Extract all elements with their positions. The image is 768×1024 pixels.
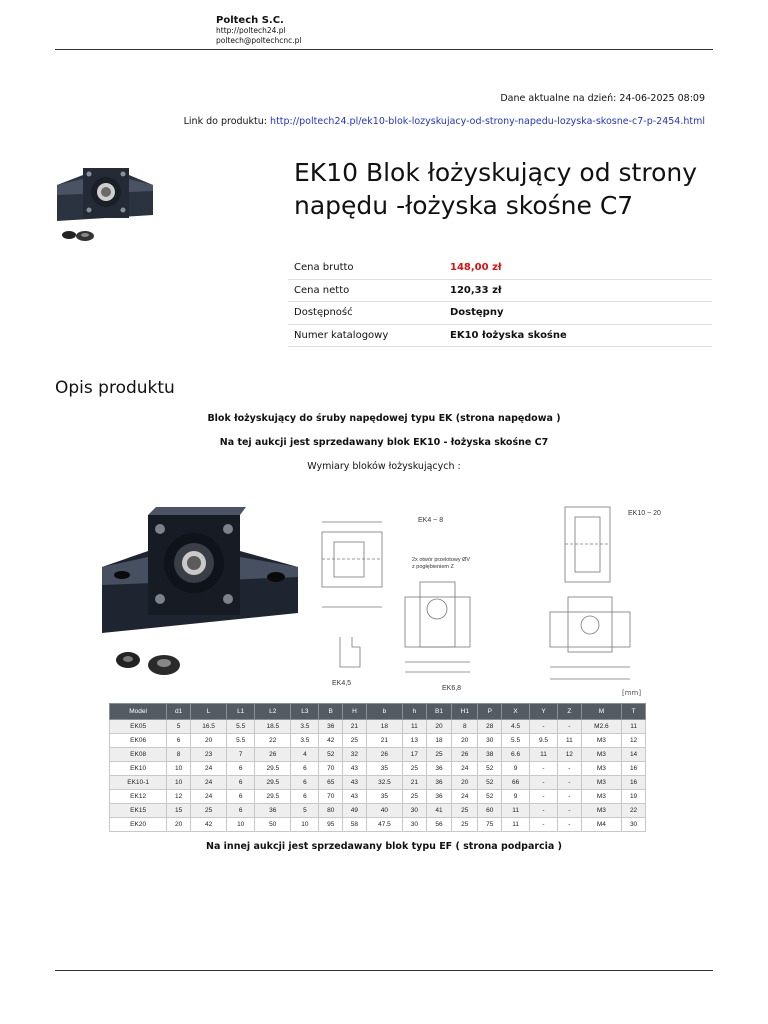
table-cell: 9: [502, 762, 530, 776]
table-cell: -: [557, 762, 581, 776]
table-cell: M3: [581, 734, 621, 748]
footer-divider: [55, 970, 713, 971]
column-header: B: [319, 704, 343, 720]
column-header: Z: [557, 704, 581, 720]
info-label: Cena brutto: [288, 257, 444, 279]
column-header: T: [622, 704, 646, 720]
table-cell: 30: [403, 818, 427, 832]
company-header: [216, 15, 301, 46]
table-cell: 11: [502, 804, 530, 818]
table-cell: 25: [403, 790, 427, 804]
table-cell: 56: [426, 818, 451, 832]
table-cell: 65: [319, 776, 343, 790]
description-line-1: Blok łożyskujący do śruby napędowej typu EK (strona napędowa ): [207, 413, 561, 424]
table-row: [110, 720, 646, 734]
table-cell: -: [557, 790, 581, 804]
table-cell: 5.5: [502, 734, 530, 748]
table-cell: 8: [167, 748, 191, 762]
table-cell: 12: [622, 734, 646, 748]
table-row: [110, 818, 646, 832]
table-cell: M3: [581, 790, 621, 804]
table-cell: 41: [426, 804, 451, 818]
table-cell: 4: [291, 748, 319, 762]
table-cell: 6: [227, 762, 255, 776]
table-cell: 26: [255, 748, 291, 762]
unit-label: [mm]: [622, 689, 642, 697]
drawing-label-ek1020: EK10 ~ 20: [628, 510, 661, 517]
table-cell: 23: [190, 748, 226, 762]
table-cell: 32.5: [366, 776, 402, 790]
table-cell: 10: [227, 818, 255, 832]
table-cell: 66: [502, 776, 530, 790]
table-cell: 5: [167, 720, 191, 734]
table-cell: 25: [403, 762, 427, 776]
price-net: 120,33 zł: [444, 279, 712, 302]
table-cell: 5.5: [227, 720, 255, 734]
table-cell: 25: [452, 818, 478, 832]
table-cell: M4: [581, 818, 621, 832]
column-header: Y: [530, 704, 558, 720]
table-cell: 29.5: [255, 790, 291, 804]
table-cell: 24: [452, 790, 478, 804]
table-cell: 30: [403, 804, 427, 818]
column-header: B1: [426, 704, 451, 720]
table-cell: 38: [478, 748, 502, 762]
table-row: [110, 790, 646, 804]
table-cell: 24: [190, 776, 226, 790]
table-cell: 49: [343, 804, 367, 818]
column-header: L2: [255, 704, 291, 720]
table-cell: 24: [190, 790, 226, 804]
table-cell: 12: [557, 748, 581, 762]
description-line-3: Wymiary bloków łożyskujących :: [307, 461, 461, 472]
table-cell: 19: [622, 790, 646, 804]
column-header: Model: [110, 704, 167, 720]
table-cell: M3: [581, 748, 621, 762]
table-cell: 6: [291, 790, 319, 804]
table-cell: 21: [343, 720, 367, 734]
table-cell: 26: [452, 748, 478, 762]
table-cell: 52: [478, 776, 502, 790]
column-header: M: [581, 704, 621, 720]
table-row: [110, 776, 646, 790]
table-cell: 16: [622, 762, 646, 776]
table-cell: 43: [343, 776, 367, 790]
table-cell: 12: [167, 790, 191, 804]
table-cell: 29.5: [255, 762, 291, 776]
table-cell: EK06: [110, 734, 167, 748]
table-cell: 21: [366, 734, 402, 748]
table-cell: 52: [478, 790, 502, 804]
table-cell: 25: [343, 734, 367, 748]
table-cell: 70: [319, 790, 343, 804]
company-name: Poltech S.C.: [216, 15, 284, 26]
table-cell: 24: [190, 762, 226, 776]
table-cell: 36: [255, 804, 291, 818]
info-label: Dostępność: [288, 302, 444, 325]
table-cell: 20: [167, 818, 191, 832]
table-cell: 60: [478, 804, 502, 818]
table-row: [288, 302, 712, 325]
description-heading: Opis produktu: [55, 378, 175, 398]
table-cell: 36: [426, 762, 451, 776]
table-cell: 13: [403, 734, 427, 748]
description-line-4: Na innej aukcji jest sprzedawany blok typu EF ( strona podparcia ): [206, 841, 562, 852]
table-cell: -: [530, 804, 558, 818]
table-cell: 36: [426, 776, 451, 790]
table-cell: 21: [403, 776, 427, 790]
table-cell: 70: [319, 762, 343, 776]
table-row: [288, 279, 712, 302]
table-cell: EK20: [110, 818, 167, 832]
table-cell: 52: [319, 748, 343, 762]
table-cell: 11: [403, 720, 427, 734]
column-header: L3: [291, 704, 319, 720]
column-header: h: [403, 704, 427, 720]
table-cell: 42: [319, 734, 343, 748]
company-email[interactable]: poltech@poltechcnc.pl: [216, 36, 302, 45]
table-cell: 20: [452, 734, 478, 748]
table-cell: 15: [167, 804, 191, 818]
drawing-label-ek48: EK4 ~ 8: [418, 517, 444, 524]
table-cell: 6: [227, 776, 255, 790]
table-cell: 75: [478, 818, 502, 832]
company-website[interactable]: http://poltech24.pl: [216, 26, 286, 35]
product-thumbnail[interactable]: [55, 165, 157, 245]
table-cell: 16.5: [190, 720, 226, 734]
table-cell: -: [557, 818, 581, 832]
table-cell: 6: [291, 776, 319, 790]
table-cell: 43: [343, 762, 367, 776]
table-cell: 36: [319, 720, 343, 734]
table-cell: 29.5: [255, 776, 291, 790]
table-cell: 6: [291, 762, 319, 776]
table-header-row: [110, 704, 646, 720]
table-cell: EK15: [110, 804, 167, 818]
product-link-label: Link do produktu:: [183, 116, 268, 127]
table-cell: M2.6: [581, 720, 621, 734]
data-date: Dane aktualne na dzień: 24-06-2025 08:09: [500, 93, 705, 104]
table-cell: 43: [343, 790, 367, 804]
product-link-row: [184, 116, 705, 127]
table-cell: 3.5: [291, 734, 319, 748]
table-cell: 30: [622, 818, 646, 832]
table-cell: 3.5: [291, 720, 319, 734]
table-cell: -: [557, 776, 581, 790]
table-cell: 6.6: [502, 748, 530, 762]
table-cell: 11: [622, 720, 646, 734]
info-label: Cena netto: [288, 279, 444, 302]
table-cell: 18: [366, 720, 402, 734]
table-row: [110, 804, 646, 818]
table-cell: 80: [319, 804, 343, 818]
table-cell: 20: [452, 776, 478, 790]
table-cell: -: [557, 720, 581, 734]
table-cell: 22: [622, 804, 646, 818]
table-cell: 11: [557, 734, 581, 748]
table-cell: 11: [530, 748, 558, 762]
table-cell: 24: [452, 762, 478, 776]
table-row: [110, 762, 646, 776]
table-cell: 20: [426, 720, 451, 734]
table-cell: 28: [478, 720, 502, 734]
info-label: Numer katalogowy: [288, 324, 444, 347]
column-header: b: [366, 704, 402, 720]
table-cell: 36: [426, 790, 451, 804]
table-cell: 10: [167, 776, 191, 790]
table-cell: M3: [581, 776, 621, 790]
header-divider: [55, 49, 713, 50]
table-cell: 25: [190, 804, 226, 818]
drawing-note-1: 2x otwór przelotowy ØV: [412, 557, 471, 563]
catalog-number: EK10 łożyska skośne: [444, 324, 712, 347]
dimension-drawing: [310, 497, 661, 697]
table-cell: 30: [478, 734, 502, 748]
table-cell: 11: [502, 818, 530, 832]
column-header: P: [478, 704, 502, 720]
table-cell: 5: [291, 804, 319, 818]
table-cell: 35: [366, 790, 402, 804]
table-cell: 25: [426, 748, 451, 762]
column-header: d1: [167, 704, 191, 720]
table-cell: EK10: [110, 762, 167, 776]
column-header: H1: [452, 704, 478, 720]
column-header: H: [343, 704, 367, 720]
product-link[interactable]: http://poltech24.pl/ek10-blok-lozyskujacy-od-strony-napedu-lozyska-skosne-c7-p-2454.html: [270, 116, 705, 127]
table-cell: 10: [167, 762, 191, 776]
description-line-2: Na tej aukcji jest sprzedawany blok EK10 - łożyska skośne C7: [219, 437, 549, 448]
table-cell: 22: [255, 734, 291, 748]
table-cell: -: [557, 804, 581, 818]
table-cell: 52: [478, 762, 502, 776]
product-title: EK10 Blok łożyskujący od strony napędu -łożyska skośne C7: [294, 158, 698, 220]
table-cell: 6: [167, 734, 191, 748]
table-cell: EK08: [110, 748, 167, 762]
table-cell: 50: [255, 818, 291, 832]
table-cell: 5.5: [227, 734, 255, 748]
drawing-label-ek68: EK6,8: [442, 685, 462, 692]
table-cell: 6: [227, 790, 255, 804]
table-cell: 9.5: [530, 734, 558, 748]
table-cell: 16: [622, 776, 646, 790]
table-cell: 20: [190, 734, 226, 748]
table-cell: 95: [319, 818, 343, 832]
table-cell: 17: [403, 748, 427, 762]
table-cell: 58: [343, 818, 367, 832]
table-cell: M3: [581, 804, 621, 818]
table-cell: 47.5: [366, 818, 402, 832]
table-row: [288, 257, 712, 279]
price-gross: 148,00 zł: [444, 257, 712, 279]
column-header: L1: [227, 704, 255, 720]
table-cell: -: [530, 762, 558, 776]
table-cell: 6: [227, 804, 255, 818]
table-cell: 14: [622, 748, 646, 762]
drawing-label-ek45: EK4,5: [332, 680, 352, 687]
table-cell: -: [530, 818, 558, 832]
table-cell: EK12: [110, 790, 167, 804]
table-cell: -: [530, 790, 558, 804]
table-cell: EK05: [110, 720, 167, 734]
table-row: [110, 748, 646, 762]
table-cell: -: [530, 720, 558, 734]
availability: Dostępny: [444, 302, 712, 325]
table-cell: 4.5: [502, 720, 530, 734]
table-cell: EK10-1: [110, 776, 167, 790]
table-cell: 25: [452, 804, 478, 818]
table-cell: 10: [291, 818, 319, 832]
table-cell: 32: [343, 748, 367, 762]
table-cell: 35: [366, 762, 402, 776]
dimensions-table: [109, 703, 646, 832]
drawing-note-2: z pogłębieniem Z: [412, 564, 454, 570]
table-row: [288, 324, 712, 347]
table-cell: 8: [452, 720, 478, 734]
bearing-block-photo: [100, 505, 300, 685]
product-info-table: [288, 257, 712, 347]
table-cell: 26: [366, 748, 402, 762]
column-header: X: [502, 704, 530, 720]
table-row: [110, 734, 646, 748]
table-cell: 18: [426, 734, 451, 748]
table-cell: 42: [190, 818, 226, 832]
column-header: L: [190, 704, 226, 720]
table-cell: 9: [502, 790, 530, 804]
table-cell: M3: [581, 762, 621, 776]
table-cell: -: [530, 776, 558, 790]
table-cell: 40: [366, 804, 402, 818]
table-cell: 18.5: [255, 720, 291, 734]
table-cell: 7: [227, 748, 255, 762]
